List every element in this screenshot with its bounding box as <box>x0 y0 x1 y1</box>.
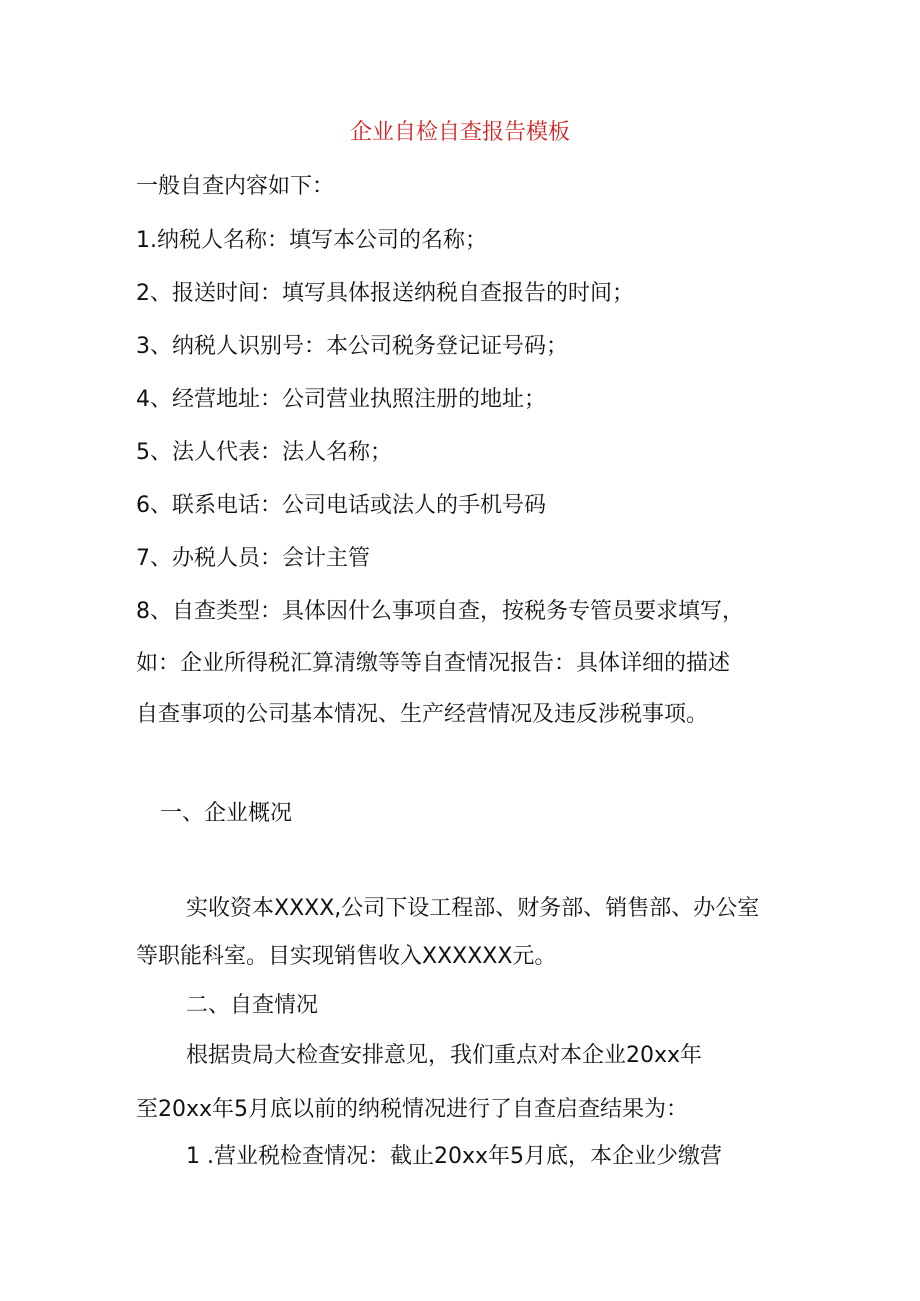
paragraph-line: 实收资本XXXX,公司下设工程部、财务部、销售部、办公室 <box>186 896 760 921</box>
intro-line: 一般自查内容如下： <box>136 174 335 199</box>
list-item: 7、办税人员：会计主管 <box>136 546 370 571</box>
section-heading: 二、自查情况 <box>186 993 319 1018</box>
list-item: 1.纳税人名称：填写本公司的名称； <box>136 228 487 253</box>
paragraph-line: 至20xx年5月底以前的纳税情况进行了自查启查结果为： <box>136 1097 689 1122</box>
list-item: 8、自查类型：具体因什么事项自查，按税务专管员要求填写， <box>136 599 744 624</box>
list-item: 5、法人代表：法人名称； <box>136 440 392 465</box>
paragraph-line: 等职能科室。目实现销售收入XXXXXX元。 <box>136 944 557 969</box>
paragraph-line: 根据贵局大检查安排意见，我们重点对本企业20xx年 <box>186 1043 703 1068</box>
list-item: 4、经营地址：公司营业执照注册的地址； <box>136 387 546 412</box>
list-item: 3、纳税人识别号：本公司税务登记证号码； <box>136 334 568 359</box>
list-item-continuation: 如：企业所得税汇算清缴等等自查情况报告：具体详细的描述 <box>136 651 731 676</box>
list-item: 6、联系电话：公司电话或法人的手机号码 <box>136 493 546 518</box>
section-heading: 一、企业概况 <box>160 801 293 826</box>
paragraph-line: 1 .营业税检查情况：截止20xx年5月底，本企业少缴营 <box>186 1144 723 1169</box>
document-title: 企业自检自查报告模板 <box>349 120 570 145</box>
list-item: 2、报送时间：填写具体报送纳税自查报告的时间； <box>136 281 634 306</box>
list-item-continuation: 自查事项的公司基本情况、生产经营情况及违反涉税事项。 <box>136 702 709 727</box>
